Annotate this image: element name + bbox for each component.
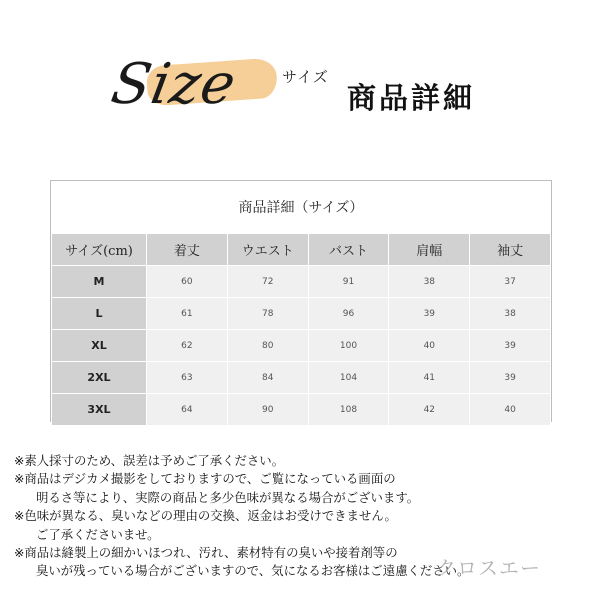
table-cell: 84: [227, 362, 308, 394]
table-cell: 90: [227, 394, 308, 426]
note-line: 明るさ等により、実際の商品と多少色味が異なる場合がございます。: [36, 489, 420, 505]
row-size-label: M: [52, 266, 147, 298]
table-cell: 39: [470, 330, 551, 362]
size-header: [0, 0, 600, 150]
note-line: 臭いが残っている場合がございますので、気になるお客様はご遠慮ください。: [36, 563, 470, 579]
size-table-title: 商品詳細（サイズ）: [238, 200, 364, 216]
note-line: ※素人採寸のため、誤差は予めご了承ください。: [14, 453, 285, 468]
table-header-row: [52, 234, 551, 266]
table-cell: 104: [308, 362, 389, 394]
table-cell: 91: [308, 266, 389, 298]
note-line: ※色味が異なる、臭いなどの理由の交換、返金はお受けできません。: [14, 508, 397, 524]
row-size-label: L: [52, 298, 147, 330]
table-cell: 63: [147, 362, 228, 394]
shop-watermark: クロスエー: [436, 556, 541, 580]
row-size-label: XL: [52, 330, 147, 362]
table-cell: 108: [308, 394, 389, 426]
table-cell: 100: [308, 330, 389, 362]
table-cell: 80: [227, 330, 308, 362]
table-cell: 40: [389, 330, 470, 362]
table-cell: 37: [470, 266, 551, 298]
table-row: [52, 330, 551, 362]
column-header-bust: バスト: [308, 234, 389, 266]
table-cell: 38: [470, 298, 551, 330]
row-size-label: 2XL: [52, 362, 147, 394]
table-cell: 39: [389, 298, 470, 330]
table-cell: 41: [389, 362, 470, 394]
column-header-size: サイズ(cm): [52, 234, 147, 266]
table-cell: 40: [470, 394, 551, 426]
row-size-label: 3XL: [52, 394, 147, 426]
note-line: ご了承くださいませ。: [36, 526, 160, 542]
column-header-length: 着丈: [147, 234, 228, 266]
table-cell: 38: [389, 266, 470, 298]
note-line: ※商品は縫製上の細かいほつれ、汚れ、素材特有の臭いや接着剤等の: [14, 545, 398, 561]
table-cell: 39: [470, 362, 551, 394]
table-cell: 78: [227, 298, 308, 330]
table-cell: 64: [147, 394, 228, 426]
table-cell: 72: [227, 266, 308, 298]
table-cell: 60: [147, 266, 228, 298]
table-cell: 96: [308, 298, 389, 330]
table-row: [52, 394, 551, 426]
table-cell: 42: [389, 394, 470, 426]
note-line: ※商品はデジカメ撮影をしておりますので、ご覧になっている画面の: [14, 471, 396, 487]
column-header-shoulder: 肩幅: [389, 234, 470, 266]
size-script-title: Size: [106, 52, 242, 117]
size-table: [51, 233, 551, 426]
size-kana-title: サイズ: [282, 68, 329, 86]
column-header-waist: ウエスト: [227, 234, 308, 266]
size-table-frame: [50, 180, 552, 422]
table-row: [52, 362, 551, 394]
table-cell: 61: [147, 298, 228, 330]
size-kanji-title: 商品詳細: [347, 81, 476, 115]
table-row: [52, 266, 551, 298]
table-row: [52, 298, 551, 330]
table-cell: 62: [147, 330, 228, 362]
column-header-sleeve: 袖丈: [470, 234, 551, 266]
